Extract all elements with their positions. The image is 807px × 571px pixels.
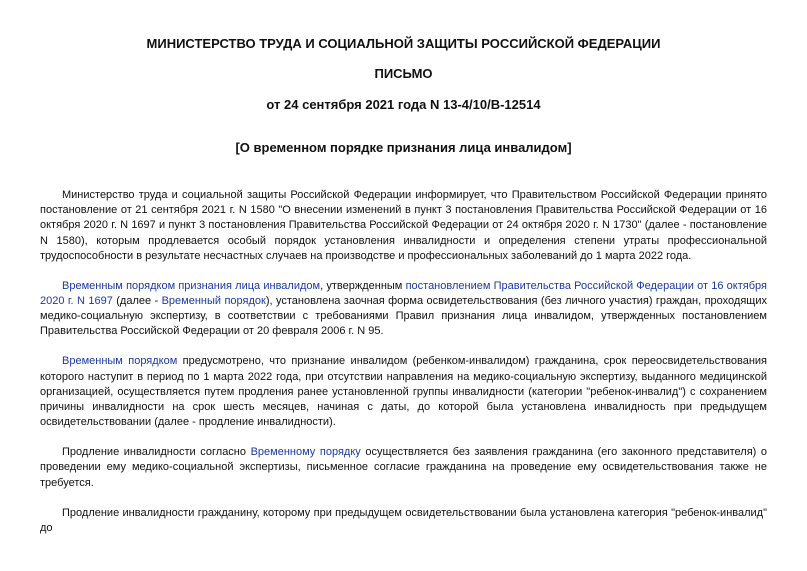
- paragraph-2: [40, 279, 767, 340]
- link-temporary-procedure-3[interactable]: Временному порядку: [250, 446, 361, 459]
- paragraph-2-text-1: , утвержденным: [320, 279, 406, 292]
- paragraph-3: [40, 354, 767, 430]
- link-temporary-procedure[interactable]: Временный порядок: [161, 295, 266, 308]
- link-government-decree-1697[interactable]: постановлением Правительства Российской Федерации от 16 октября 2020 г. N 1697: [40, 279, 767, 308]
- paragraph-3-text: предусмотрено, что признание инвалидом (ребенком-инвалидом) гражданина, срок переосвидетельствования которого наступит в период по 1 марта 2022 года, при отсутствии направления на медико-социальную экспертизу, выданного медицинской организацией, осуществляется путем продления ранее установленной группы инвалидности (категории "ребенок-инвалид") с сохранением причины инвалидности на срок шесть месяцев, начиная с даты, до которой была установлена инвалидность при предыдущем освидетельствовании (далее - продление инвалидности).: [40, 355, 767, 429]
- document-type: ПИСЬМО: [374, 66, 433, 81]
- paragraph-1: Министерство труда и социальной защиты Российской Федерации информирует, что Правительством Российской Федерации принято постановление от 21 сентября 2021 г. N 1580 "О внесении изменений в пункт 3 постановления Правительства Российской Федерации от 16 октября 2020 г. N 1697 и пункт 3 постановления Правительства Российской Федерации от 24 октября 2020 г. N 1730" (далее - постановление N 1580), которым продлевается особый порядок установления инвалидности и определения степени утраты профессиональной трудоспособности в результате несчастных случаев на производстве и профессиональных заболеваний до 1 марта 2022 года.: [40, 189, 767, 262]
- document-subject: [О временном порядке признания лица инвалидом]: [235, 140, 572, 155]
- link-temporary-procedure-2[interactable]: Временным порядком: [62, 355, 178, 368]
- link-temporary-procedure-title[interactable]: Временным порядком признания лица инвалидом: [62, 279, 321, 292]
- paragraph-2-text-3: ), установлена заочная форма освидетельствования (без личного участия) граждан, проходящих медико-социальную экспертизу, в соответствии с требованиями Правил признания лица инвалидом, утвержденных постановлением Правительства Российской Федерации от 20 февраля 2006 г. N 95.: [40, 295, 767, 338]
- paragraph-5: Продление инвалидности гражданину, которому при предыдущем освидетельствовании была установлена категория "ребенок-инвалид" до: [40, 506, 767, 534]
- document-body: [40, 188, 767, 551]
- paragraph-4: [40, 445, 767, 491]
- paragraph-4-text-1: Продление инвалидности согласно: [62, 446, 251, 459]
- document-date-number: от 24 сентября 2021 года N 13-4/10/В-12514: [266, 97, 541, 112]
- paragraph-4-text-2: осуществляется без заявления гражданина (его законного представителя) о проведении ему медико-социальной экспертизы, письменное согласие гражданина на проведение ему освидетельствования также не требуется.: [40, 446, 768, 489]
- ministry-title: МИНИСТЕРСТВО ТРУДА И СОЦИАЛЬНОЙ ЗАЩИТЫ РОССИЙСКОЙ ФЕДЕРАЦИИ: [146, 36, 661, 51]
- paragraph-2-text-2: (далее -: [112, 295, 162, 308]
